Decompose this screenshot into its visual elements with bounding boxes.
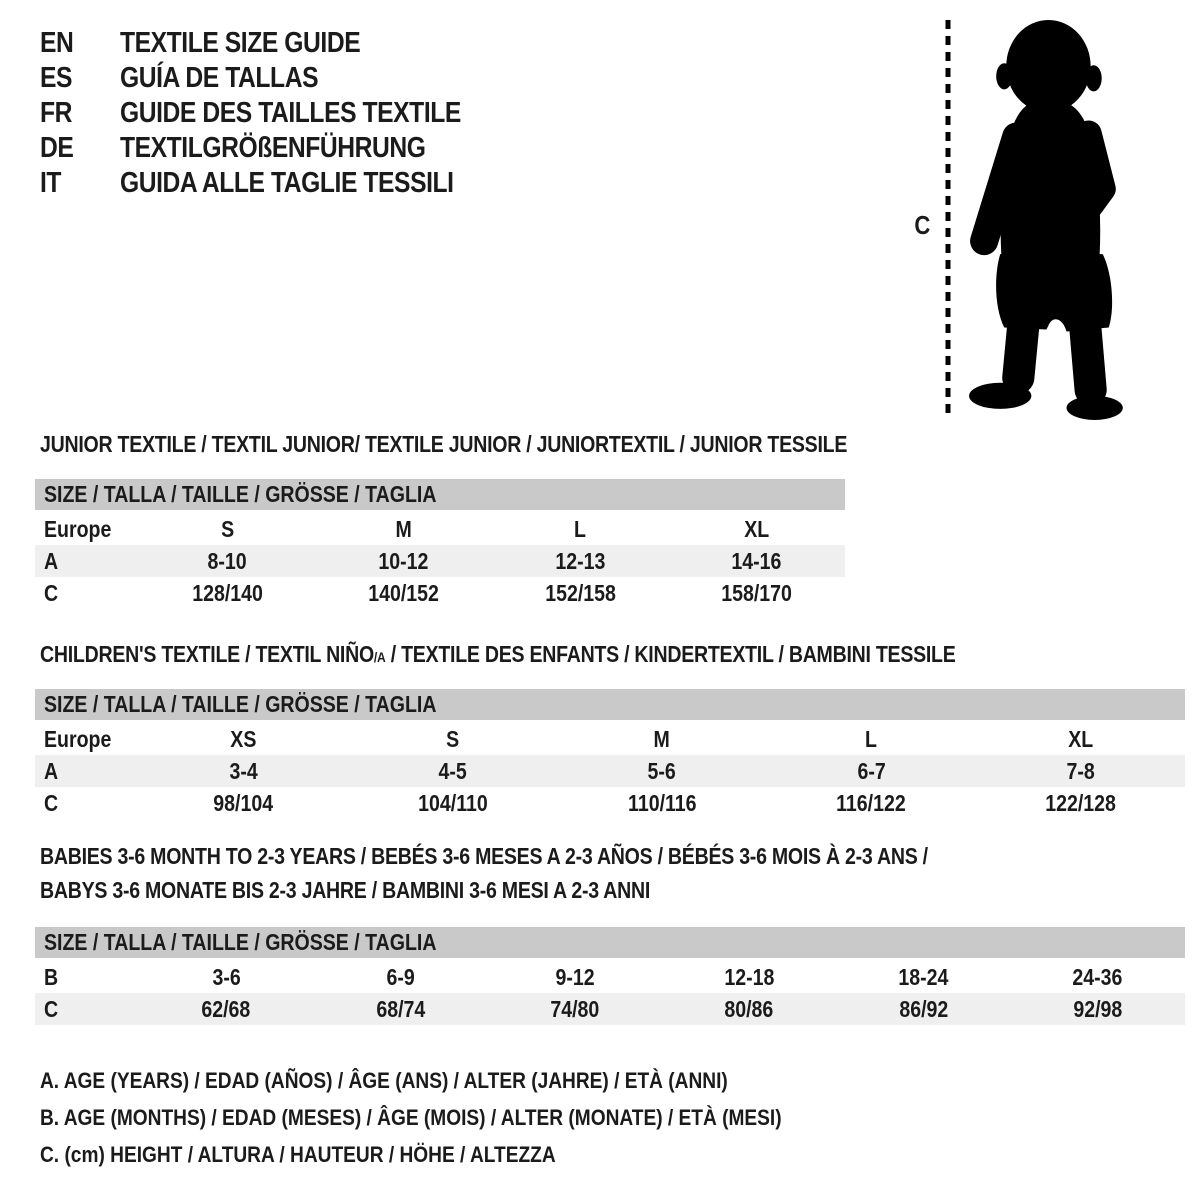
height-measure-dashed-line	[944, 18, 952, 427]
size-cell: XL	[1067, 725, 1093, 752]
guide-title-fr: GUIDE DES TAILLES TEXTILE	[120, 97, 461, 129]
height-cell: 104/110	[418, 789, 488, 816]
size-cell: S	[446, 725, 460, 752]
language-code: ES	[40, 62, 73, 94]
size-cell: L	[865, 725, 878, 752]
height-cell: 116/122	[836, 789, 906, 816]
language-code: IT	[40, 167, 62, 199]
table-row-height-cm	[35, 787, 1185, 819]
height-cell: 62/68	[201, 995, 251, 1022]
guide-title-it: GUIDA ALLE TAGLIE TESSILI	[120, 167, 454, 199]
table-row-sizes	[35, 723, 1185, 755]
guide-title-es: GUÍA DE TALLAS	[120, 62, 319, 94]
size-header-bar	[35, 927, 1185, 958]
height-cell: 68/74	[376, 995, 425, 1022]
age-cell: 4-5	[438, 757, 467, 784]
height-measure-label: C	[914, 210, 930, 240]
size-cell: XS	[230, 725, 257, 752]
guide-title-de: TEXTILGRÖßENFÜHRUNG	[120, 132, 426, 164]
children-size-table	[35, 689, 1185, 819]
size-cell: XL	[744, 515, 770, 542]
height-cell: 92/98	[1073, 995, 1123, 1022]
language-row-en	[40, 26, 521, 61]
size-header-bar	[35, 479, 845, 510]
age-cell: 24-36	[1072, 963, 1123, 990]
height-cell: 122/128	[1045, 789, 1116, 816]
size-header-label: SIZE / TALLA / TAILLE / GRÖSSE / TAGLIA	[44, 481, 437, 507]
height-cell: 128/140	[191, 579, 263, 606]
language-code: FR	[40, 97, 73, 129]
row-label: A	[44, 547, 59, 574]
height-cell: 110/116	[627, 789, 697, 816]
age-cell: 10-12	[378, 547, 429, 574]
age-cell: 3-6	[212, 963, 241, 990]
height-cell: 158/170	[721, 579, 793, 606]
table-row-age-years	[35, 545, 845, 577]
age-cell: 5-6	[647, 757, 677, 784]
height-cell: 74/80	[550, 995, 600, 1022]
age-cell: 6-7	[857, 757, 886, 784]
row-label: C	[44, 995, 59, 1022]
age-cell: 12-13	[555, 547, 606, 574]
language-code: DE	[40, 132, 74, 164]
size-cell: M	[653, 725, 671, 752]
language-row-de	[40, 131, 521, 166]
height-cell: 152/158	[544, 579, 616, 606]
guide-title-en: TEXTILE SIZE GUIDE	[120, 27, 361, 59]
legend-height-cm: C. (cm) HEIGHT / ALTURA / HAUTEUR / HÖHE / ALTEZZA	[40, 1141, 556, 1167]
children-section-title: CHILDREN'S TEXTILE / TEXTIL NIÑO/A / TEXTILE DES ENFANTS / KINDERTEXTIL / BAMBINI TESSILE	[40, 641, 956, 667]
height-cell: 86/92	[899, 995, 948, 1022]
row-label: Europe	[44, 515, 112, 542]
age-cell: 8-10	[207, 547, 247, 574]
legend	[40, 1062, 912, 1173]
size-header-label: SIZE / TALLA / TAILLE / GRÖSSE / TAGLIA	[44, 929, 437, 955]
row-label: B	[44, 963, 59, 990]
age-cell: 6-9	[386, 963, 415, 990]
language-code: EN	[40, 27, 74, 59]
junior-section-title: JUNIOR TEXTILE / TEXTIL JUNIOR/ TEXTILE JUNIOR / JUNIORTEXTIL / JUNIOR TESSILE	[40, 431, 848, 457]
row-label: C	[44, 579, 59, 606]
babies-section-title-line2: BABYS 3-6 MONATE BIS 2-3 JAHRE / BAMBINI 3-6 MESI A 2-3 ANNI	[40, 877, 651, 903]
size-cell: S	[220, 515, 234, 542]
size-header-bar	[35, 689, 1185, 720]
table-row-height-cm	[35, 993, 1185, 1025]
table-row-age-months	[35, 961, 1185, 993]
dashed-line-icon	[944, 18, 952, 422]
height-cell: 140/152	[368, 579, 440, 606]
language-row-fr	[40, 96, 521, 131]
row-label: A	[44, 757, 59, 784]
nino-a-subscript: /A	[373, 650, 386, 666]
babies-size-table	[35, 927, 1185, 1025]
age-cell: 9-12	[555, 963, 595, 990]
age-cell: 14-16	[731, 547, 782, 574]
size-cell: L	[574, 515, 587, 542]
table-row-sizes	[35, 513, 845, 545]
height-cell: 98/104	[213, 789, 274, 816]
language-row-it	[40, 166, 521, 201]
language-row-es	[40, 61, 521, 96]
size-header-label: SIZE / TALLA / TAILLE / GRÖSSE / TAGLIA	[44, 691, 437, 717]
legend-age-years: A. AGE (YEARS) / EDAD (AÑOS) / ÂGE (ANS) / ALTER (JAHRE) / ETÀ (ANNI)	[40, 1067, 728, 1093]
table-row-age-years	[35, 755, 1185, 787]
junior-size-table	[35, 479, 845, 609]
height-cell: 80/86	[724, 995, 774, 1022]
table-row-height-cm	[35, 577, 845, 609]
age-cell: 12-18	[724, 963, 775, 990]
row-label: C	[44, 789, 59, 816]
age-cell: 7-8	[1066, 757, 1095, 784]
size-cell: M	[395, 515, 412, 542]
row-label: Europe	[44, 725, 112, 752]
age-cell: 3-4	[229, 757, 258, 784]
language-header	[40, 26, 521, 201]
toddler-silhouette-icon	[958, 16, 1163, 433]
legend-age-months: B. AGE (MONTHS) / EDAD (MESES) / ÂGE (MOIS) / ALTER (MONATE) / ETÀ (MESI)	[40, 1104, 782, 1130]
age-cell: 18-24	[898, 963, 949, 990]
babies-section-title-line1: BABIES 3-6 MONTH TO 2-3 YEARS / BEBÉS 3-6 MESES A 2-3 AÑOS / BÉBÉS 3-6 MOIS À 2-3 ANS /	[40, 843, 928, 869]
